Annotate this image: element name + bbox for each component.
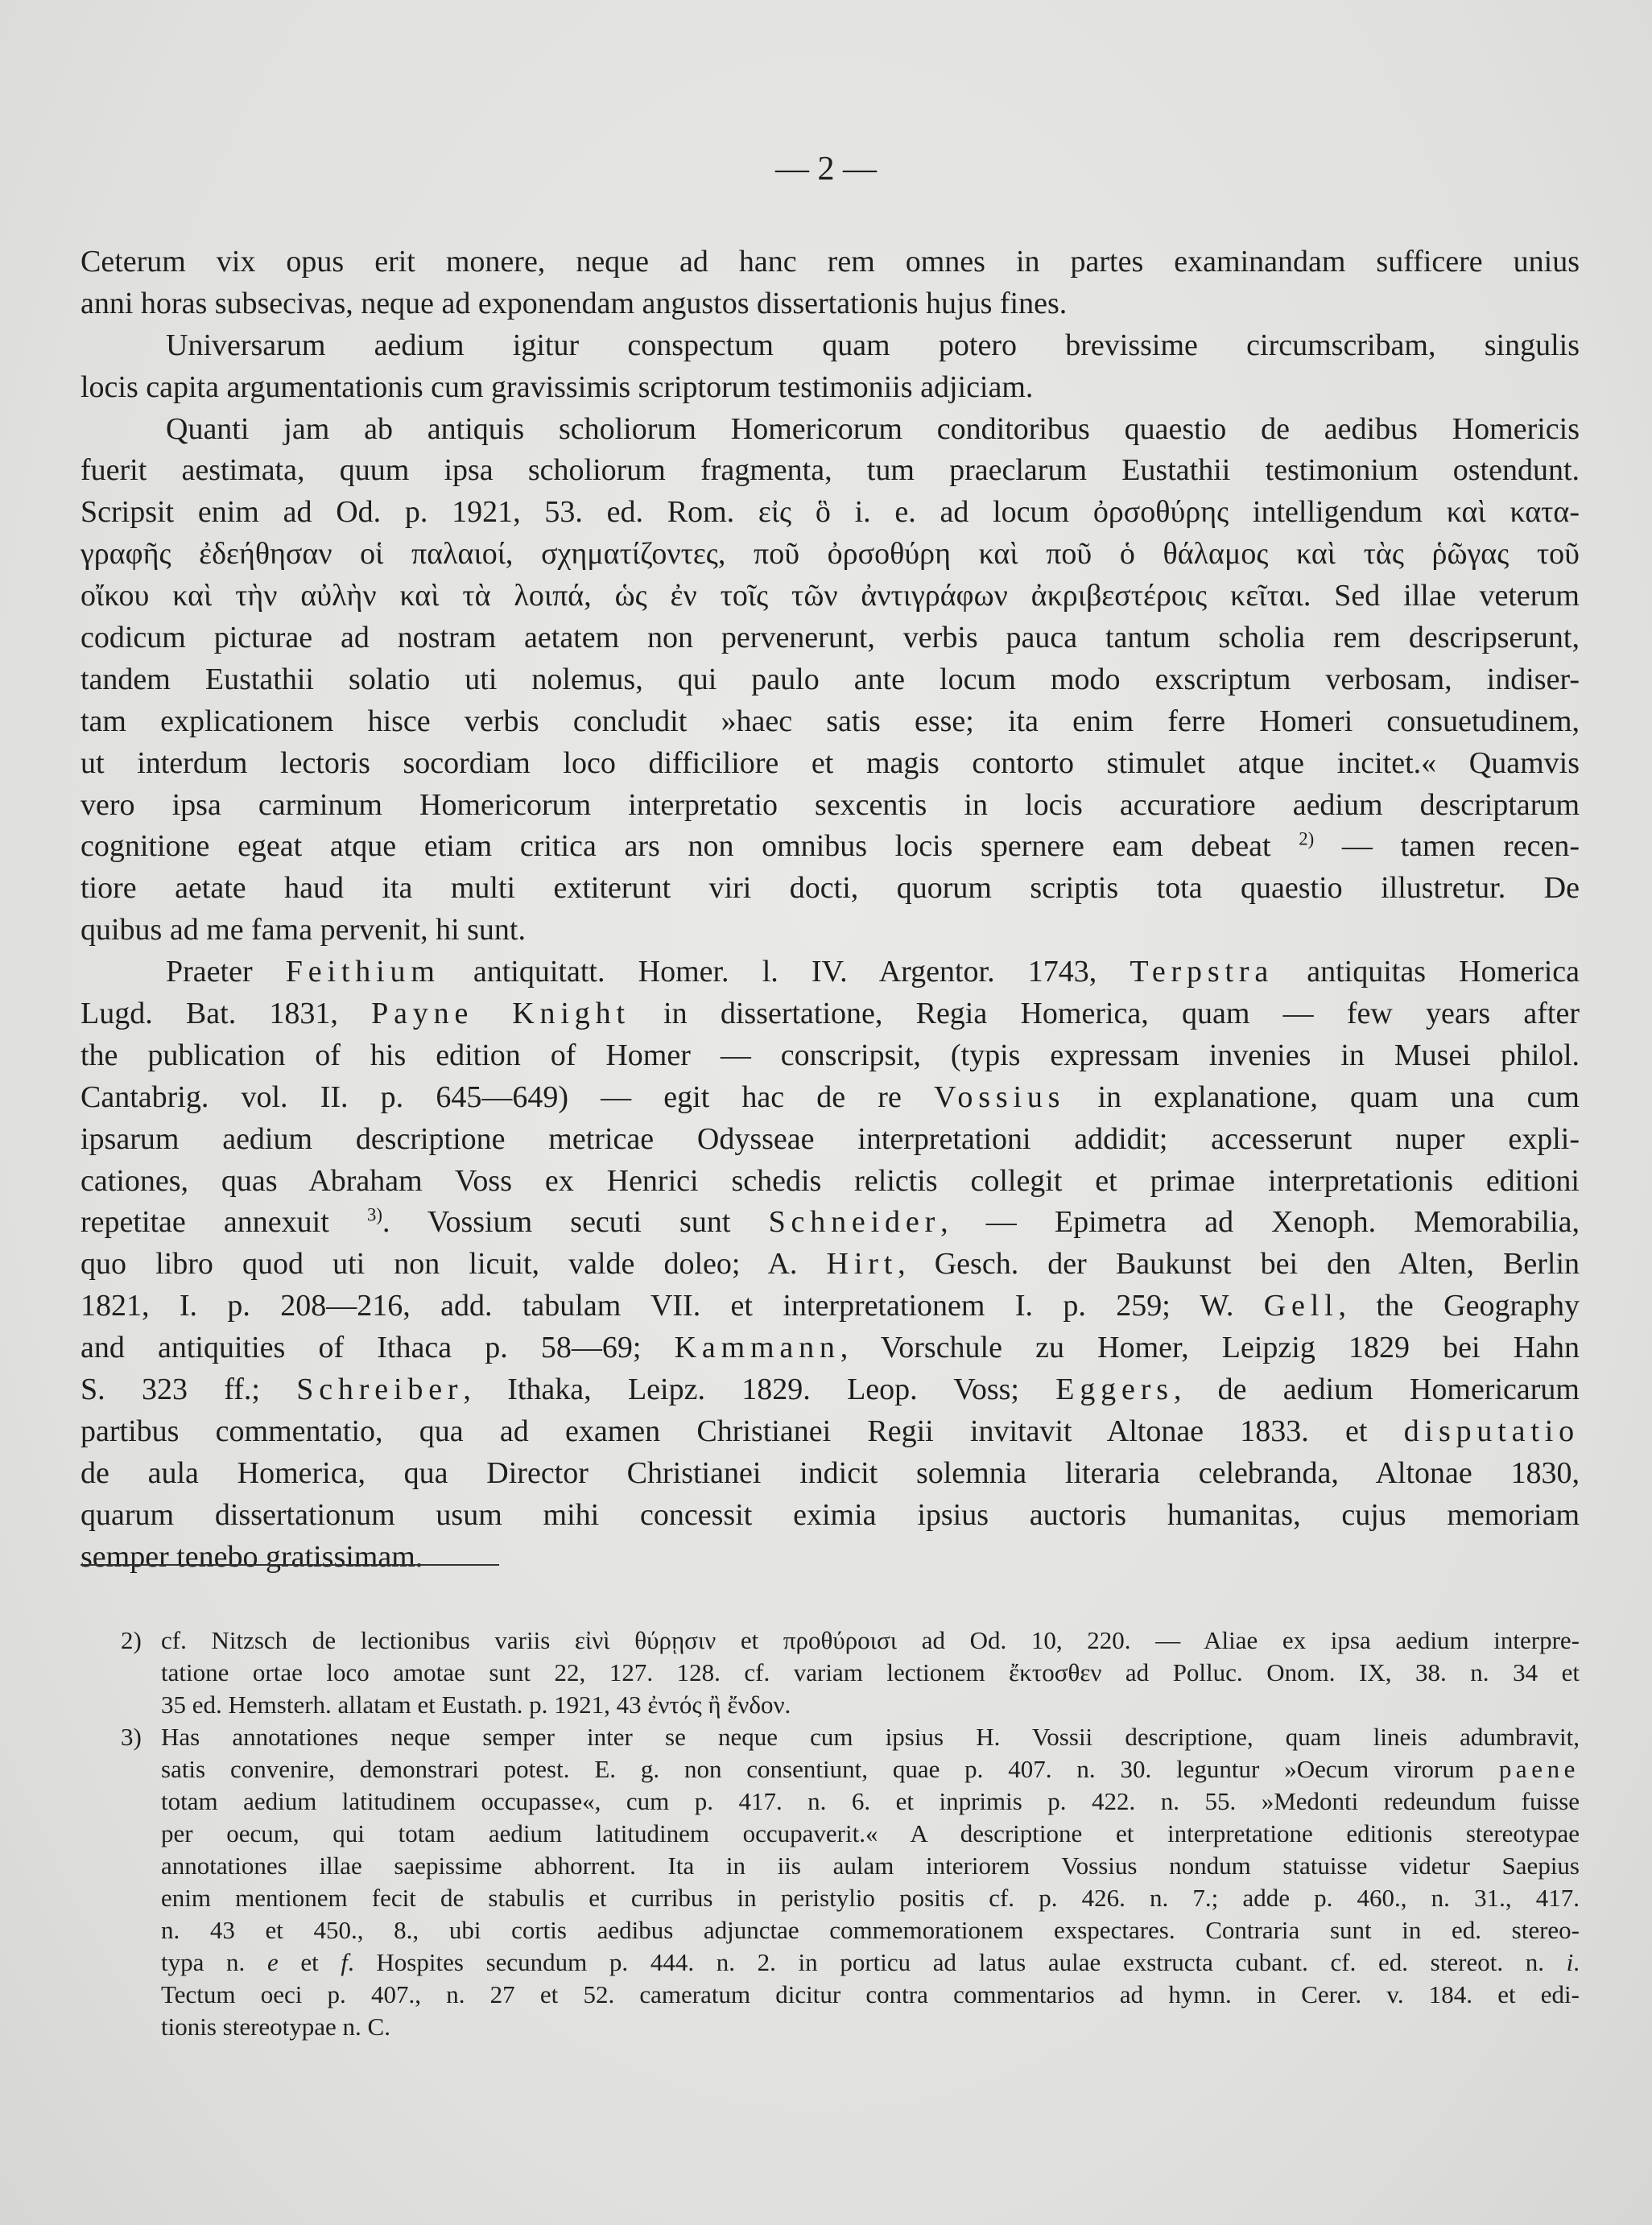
text-line: [81, 910, 1580, 952]
text-run: antiquitas Homerica: [1274, 955, 1580, 989]
italic-text: f: [341, 1948, 349, 1976]
text-run: γραφῆς ἐδεήθησαν οἱ παλαιοί, σχηματίζοντες, ποῦ ὀρσοθύρη καὶ ποῦ ὁ θάλαμος καὶ τὰς ῥῶγας τοῦ: [81, 537, 1580, 572]
text-line: [81, 241, 1580, 283]
text-run: Cantabrig. vol. II. p. 645—649) — egit hac de re: [81, 1079, 934, 1114]
spaced-name: Kammann: [674, 1331, 840, 1365]
text-run: tandem Eustathii solatio uti nolemus, qui paulo ante locum modo exscriptum verbosam, indiser-: [81, 662, 1580, 696]
spaced-name: Feithium: [285, 955, 440, 989]
text-run: Praeter: [166, 955, 286, 989]
text-run: tionis stereotypae n. C.: [161, 2012, 390, 2041]
text-run: typa n.: [161, 1948, 267, 1976]
footnote-line: [161, 1785, 1580, 1818]
text-run: quarum dissertationum usum mihi concessit eximia ipsius auctoris humanitas, cujus memoriam: [81, 1497, 1580, 1532]
spaced-name: Gell: [1263, 1289, 1339, 1323]
spaced-name: Schreiber: [296, 1373, 464, 1407]
text-run: antiquitatt. Homer. l. IV. Argentor. 1743,: [440, 955, 1130, 989]
text-run: 1821, I. p. 208—216, add. tabulam VII. et interpretationem I. p. 259; W.: [81, 1289, 1264, 1323]
text-line: [81, 409, 1580, 451]
text-run: quo libro quod uti non licuit, valde doleo; A.: [81, 1247, 827, 1282]
text-run: anni horas subsecivas, neque ad exponendam angustos dissertationis hujus fines.: [81, 286, 1068, 320]
footnote-line: [161, 1882, 1580, 1914]
text-run: de aula Homerica, qua Director Christianei indicit solemnia literaria celebranda, Altonae 1830,: [81, 1455, 1580, 1490]
text-line: [81, 283, 1580, 325]
text-line: [81, 952, 1580, 993]
footnote: [121, 1721, 1580, 2043]
footnote-line: [161, 1850, 1580, 1882]
footnote-number: 3): [121, 1723, 142, 1751]
footnote-line: [161, 1657, 1580, 1689]
footnote-line: [161, 2011, 1580, 2043]
text-run: , Gesch. der Baukunst bei den Alten, Berlin: [898, 1247, 1580, 1282]
footnote-line: [161, 1753, 1580, 1785]
text-run: ipsarum aedium descriptione metricae Odysseae interpretationi addidit; accesserunt nuper expli-: [81, 1121, 1580, 1156]
text-run: et: [278, 1948, 341, 1976]
spaced-name: disputatio: [1403, 1414, 1580, 1448]
text-run: locis capita argumentationis cum gravissimis scriptorum testimoniis adjiciam.: [81, 369, 1034, 404]
spaced-name: Eggers: [1055, 1373, 1174, 1407]
text-line: [81, 993, 1580, 1035]
text-run: repetitae annexuit: [81, 1205, 367, 1240]
text-run: ut interdum lectoris socordiam loco difficiliore et magis contorto stimulet atque incitet.« Quamvis: [81, 745, 1580, 780]
text-run: Tectum oeci p. 407., n. 27 et 52. cameratum dicitur contra commentarios ad hymn. in Cerer. v. 184. et edi-: [161, 1980, 1580, 2008]
text-run: Lugd. Bat. 1831,: [81, 997, 372, 1031]
footnotes: [121, 1624, 1580, 2043]
italic-text: e: [266, 1948, 279, 1976]
footnote-reference: 3): [366, 1204, 382, 1225]
footnote-line: [161, 1979, 1580, 2011]
text-run: Scripsit enim ad Od. p. 1921, 53. ed. Rom. εἰς ὃ i. e. ad locum ὀρσοθύρης intelligendum καὶ κατα-: [81, 495, 1580, 530]
spaced-name: Hirt: [826, 1247, 898, 1282]
text-run: .: [1573, 1948, 1580, 1976]
text-run: totam aedium latitudinem occupasse«, cum p. 417. n. 6. et inprimis p. 422. n. 55. »Medonti redeundum fuisse: [161, 1787, 1580, 1815]
footnote-line: [161, 1721, 1580, 1753]
text-line: [81, 617, 1580, 659]
text-run: annotationes illae saepissime abhorrent. Ita in iis aulam interiorem Vossius nondum statuisse videtur Saepius: [161, 1851, 1580, 1880]
text-line: [81, 1369, 1580, 1411]
text-run: in explanatione, quam una cum: [1065, 1079, 1580, 1114]
text-line: [81, 826, 1580, 868]
footnote: [121, 1624, 1580, 1721]
text-run: 35 ed. Hemsterh. allatam et Eustath. p. 1921, 43 ἐντός ἢ ἔνδον.: [161, 1690, 791, 1719]
text-run: the publication of his edition of Homer — conscripsit, (typis expressam invenies in Musei philol.: [81, 1038, 1580, 1072]
text-run: tiore aetate haud ita multi extiterunt viri docti, quorum scriptis tota quaestio illustretur. De: [81, 871, 1580, 906]
text-run: vero ipsa carminum Homericorum interpretatio sexcentis in locis accuratiore aedium descriptarum: [81, 787, 1580, 822]
text-line: [81, 1202, 1580, 1244]
text-run: cationes, quas Abraham Voss ex Henrici schedis relictis collegit et primae interpretationis editioni: [81, 1163, 1580, 1198]
spaced-name: Terpstra: [1130, 955, 1274, 989]
text-run: codicum picturae ad nostram aetatem non pervenerunt, verbis pauca tantum scholia rem descripserunt,: [81, 621, 1580, 655]
spaced-name: Payne Knight: [371, 997, 630, 1031]
text-run: enim mentionem fecit de stabulis et curribus in peristylio positis cf. p. 426. n. 7.; adde p. 460., n. 31., 417.: [161, 1884, 1580, 1912]
text-line: [81, 367, 1580, 409]
text-line: [81, 1035, 1580, 1077]
text-run: S. 323 ff.;: [81, 1373, 297, 1407]
text-run: tam explicationem hisce verbis concludit »haec satis esse; ita enim ferre Homeri consuetudinem,: [81, 704, 1580, 738]
text-run: , de aedium Homericarum: [1173, 1373, 1580, 1407]
text-run: in dissertatione, Regia Homerica, quam — few years after: [630, 997, 1580, 1031]
text-run: per oecum, qui totam aedium latitudinem occupaverit.« A descriptione et interpretatione editionis stereotypae: [161, 1819, 1580, 1847]
text-run: and antiquities of Ithaca p. 58—69;: [81, 1331, 675, 1365]
text-line: [81, 325, 1580, 367]
text-run: οἴκου καὶ τὴν αὐλὴν καὶ τὰ λοιπά, ὡς ἐν τοῖς τῶν ἀντιγράφων ἀκριβεστέροις κεῖται. Sed illae veterum: [81, 579, 1580, 613]
text-run: Quanti jam ab antiquis scholiorum Homericorum conditoribus quaestio de aedibus Homericis: [166, 411, 1580, 446]
text-line: [81, 1077, 1580, 1119]
page-number: — 2 —: [775, 151, 877, 188]
text-run: Ceterum vix opus erit monere, neque ad hanc rem omnes in partes examinandam sufficere unius: [81, 245, 1580, 279]
text-line: [81, 659, 1580, 701]
italic-text: i: [1566, 1948, 1574, 1976]
text-run: , Ithaka, Leipz. 1829. Leop. Voss;: [463, 1373, 1056, 1407]
text-line: [81, 1119, 1580, 1161]
text-line: [81, 534, 1580, 576]
footnote-line: [161, 1914, 1580, 1946]
text-line: [81, 785, 1580, 827]
footnote-line: [161, 1624, 1580, 1657]
text-line: [81, 1411, 1580, 1453]
text-run: cognitione egeat atque etiam critica ars non omnibus locis spernere eam debeat: [81, 829, 1299, 864]
text-line: [81, 576, 1580, 617]
text-run: Has annotationes neque semper inter se neque cum ipsius H. Vossii descriptione, quam lineis adumbravit,: [161, 1723, 1580, 1751]
text-line: [81, 492, 1580, 534]
text-line: [81, 868, 1580, 910]
footnote-reference: 2): [1299, 828, 1315, 849]
text-run: , — Epimetra ad Xenoph. Memorabilia,: [940, 1205, 1580, 1240]
text-run: n. 43 et 450., 8., ubi cortis aedibus adjunctae commemorationem exspectares. Contraria sunt in ed. stereo-: [161, 1916, 1580, 1944]
footnote-line: [161, 1946, 1580, 1979]
text-run: , Vorschule zu Homer, Leipzig 1829 bei Hahn: [840, 1331, 1580, 1365]
text-line: [81, 1453, 1580, 1495]
spaced-name: Vossius: [933, 1079, 1066, 1114]
text-run: Universarum aedium igitur conspectum quam potero brevissime circumscribam, singulis: [166, 328, 1580, 362]
footnote-line: [161, 1818, 1580, 1850]
spaced-name: Schneider: [768, 1205, 941, 1240]
footnote-number: 2): [121, 1626, 142, 1654]
text-line: [81, 743, 1580, 785]
text-line: [81, 450, 1580, 492]
text-run: , the Geography: [1338, 1289, 1580, 1323]
text-run: tatione ortae loco amotae sunt 22, 127. 128. cf. variam lectionem ἔκτοσθεν ad Polluc. Onom. IX, 38. n. 34 et: [161, 1658, 1580, 1686]
text-run: . Vossium secuti sunt: [382, 1205, 769, 1240]
footnote-divider: [81, 1564, 499, 1566]
text-line: [81, 1286, 1580, 1327]
text-run: partibus commentatio, qua ad examen Christianei Regii invitavit Altonae 1833. et: [81, 1414, 1404, 1448]
text-run: quibus ad me fama pervenit, hi sunt.: [81, 913, 526, 947]
text-run: satis convenire, demonstrari potest. E. g. non consentiunt, quae p. 407. n. 30. leguntur »Oecum virorum: [161, 1755, 1499, 1783]
text-line: [81, 701, 1580, 743]
spaced-name: paene: [1498, 1755, 1580, 1783]
text-run: — tamen recen-: [1314, 829, 1580, 864]
main-text: [81, 241, 1580, 1579]
text-line: [81, 1244, 1580, 1286]
footnote-line: [161, 1689, 1580, 1721]
text-run: fuerit aestimata, quum ipsa scholiorum fragmenta, tum praeclarum Eustathii testimonium ostendunt.: [81, 453, 1580, 488]
text-line: [81, 1495, 1580, 1537]
text-line: [81, 1327, 1580, 1369]
text-run: semper tenebo gratissimam.: [81, 1539, 423, 1574]
text-line: [81, 1537, 1580, 1579]
text-run: . Hospites secundum p. 444. n. 2. in porticu ad latus aulae exstructa cubant. cf. ed. stereot. n.: [348, 1948, 1567, 1976]
text-run: cf. Nitzsch de lectionibus variis εἰνὶ θύρῃσιν et προθύροισι ad Od. 10, 220. — Aliae ex ipsa aedium interpre-: [161, 1626, 1580, 1654]
text-line: [81, 1161, 1580, 1203]
